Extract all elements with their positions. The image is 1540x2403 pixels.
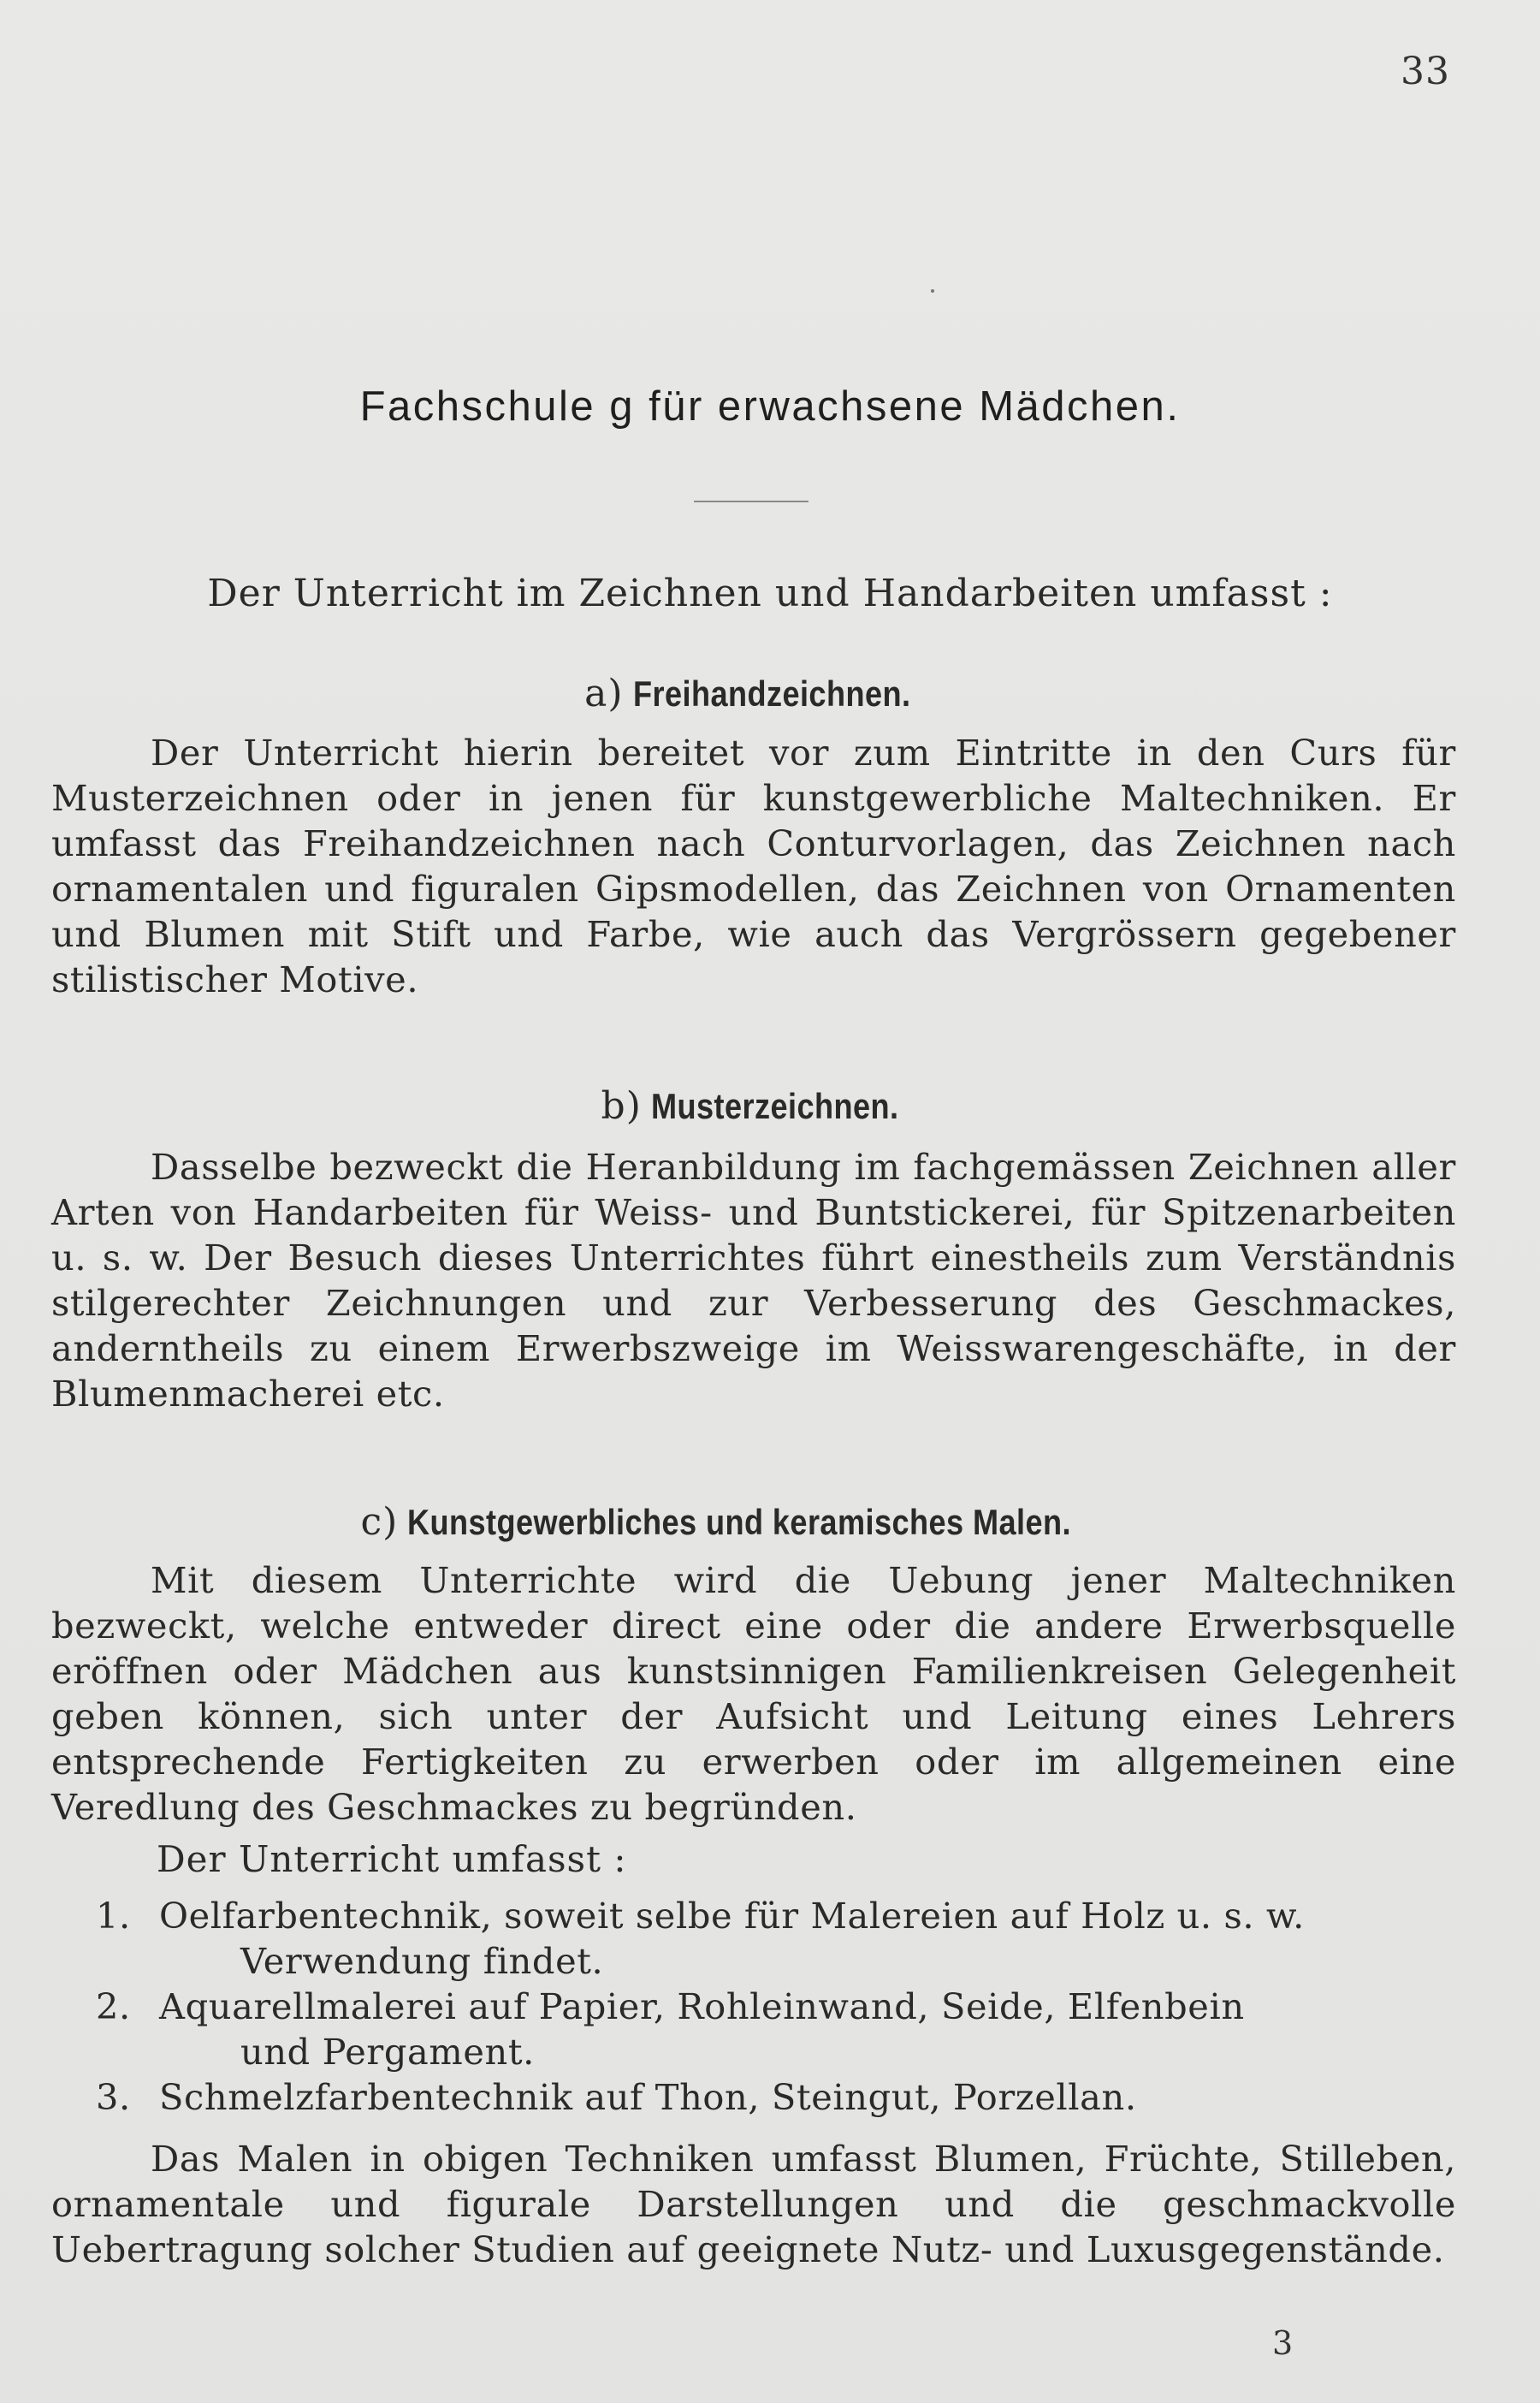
section-a-label: a) xyxy=(584,672,624,715)
page-title: Fachschule g für erwachsene Mädchen. xyxy=(359,383,1181,430)
section-c-title: Kunstgewerbliches und keramisches Malen. xyxy=(407,1502,1072,1542)
section-c-label: c) xyxy=(360,1500,399,1544)
section-a-text: Der Unterricht hierin bereitet vor zum Eintritte in den Curs für Musterzeichnen oder in jenen für kunstgewerbliche Maltechniken. Er umfasst das Freihandzeichnen nach Conturvorlagen, das Zeichnen nach ornamentalen und figuralen Gipsmodellen, das Zeichnen von Ornamenten und Blumen mit Stift und Farbe, wie auch das Vergrössern gegebener stilistischer Motive. xyxy=(51,732,1456,1000)
list-item-text: Oelfarbentechnik, soweit selbe für Malereien auf Holz u. s. w. xyxy=(159,1895,1305,1937)
list-item-continuation: Verwendung findet. xyxy=(240,1940,604,1982)
list-item xyxy=(96,1893,1468,1984)
list-item-text: Schmelzfarbentechnik auf Thon, Steingut, Porzellan. xyxy=(159,2076,1137,2118)
section-b-label: b) xyxy=(601,1084,642,1128)
list-item-number: 3. xyxy=(96,2076,131,2118)
list-item-number: 1. xyxy=(96,1895,131,1937)
stray-dot xyxy=(931,289,934,293)
title-divider xyxy=(694,501,808,502)
technique-list xyxy=(96,1893,1468,2120)
intro-text: Der Unterricht im Zeichnen und Handarbeiten umfasst : xyxy=(207,572,1333,615)
section-b-title: Musterzeichnen. xyxy=(650,1086,899,1126)
section-b-text: Dasselbe bezweckt die Heranbildung im fachgemässen Zeichnen aller Arten von Handarbeiten für Weiss- und Buntstickerei, für Spitzenarbeiten u. s. w. Der Besuch dieses Unterrichtes führt einestheils zum Verständnis stilgerechter Zeichnungen und zur Verbesserung des Geschmackes, anderntheils zu einem Erwerbszweige im Weisswarengeschäfte, in der Blumenmacherei etc. xyxy=(51,1146,1456,1415)
list-item xyxy=(96,1984,1468,2074)
list-intro: Der Unterricht umfasst : xyxy=(157,1838,627,1880)
list-item-number: 2. xyxy=(96,1985,131,2027)
list-item-continuation: und Pergament. xyxy=(240,2031,535,2073)
section-a-title: Freihandzeichnen. xyxy=(632,673,910,714)
list-item-text: Aquarellmalerei auf Papier, Rohleinwand, Seide, Elfenbein xyxy=(159,1985,1245,2027)
closing-text: Das Malen in obigen Techniken umfasst Blumen, Früchte, Stilleben, ornamentale und figurale Darstellungen und die geschmackvolle Uebertragung solcher Studien auf geeignete Nutz- und Luxusgegenstände. xyxy=(51,2138,1456,2270)
page-number: 33 xyxy=(1401,50,1450,93)
section-a-heading xyxy=(0,672,1540,715)
sheet-number: 3 xyxy=(1272,2324,1294,2362)
section-b-heading xyxy=(0,1084,1540,1128)
list-item xyxy=(96,2074,1468,2120)
section-c-heading xyxy=(0,1500,1540,1544)
section-c-text: Mit diesem Unterrichte wird die Uebung jener Maltechniken bezweckt, welche entweder direct eine oder die andere Erwerbsquelle eröffnen oder Mädchen aus kunstsinnigen Familienkreisen Gelegenheit geben können, sich unter der Aufsicht und Leitung eines Lehrers entsprechende Fertigkeiten zu erwerben oder im allgemeinen eine Veredlung des Geschmackes zu begründen. xyxy=(51,1559,1456,1828)
